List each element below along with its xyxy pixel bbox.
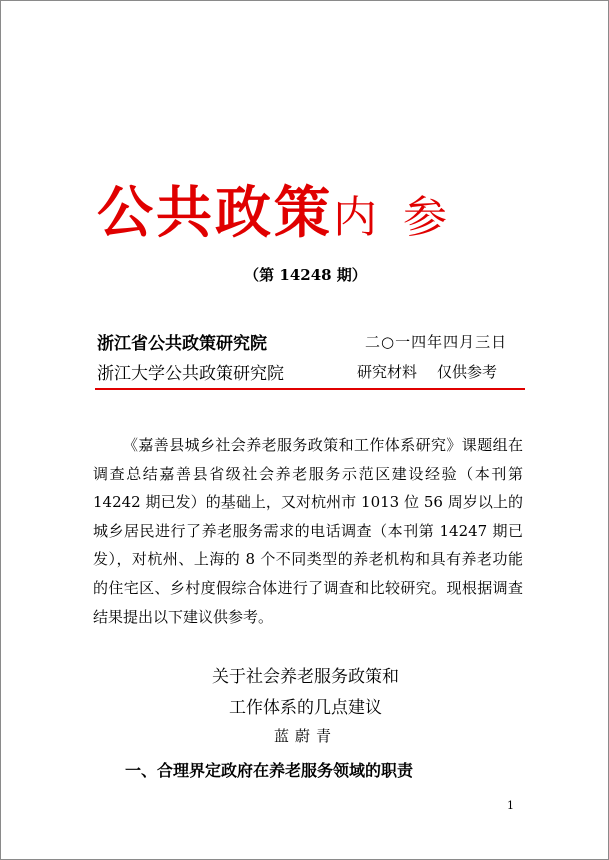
section-heading: 一、合理界定政府在养老服务领域的职责 [125, 761, 414, 780]
publisher-org-secondary: 浙江大学公共政策研究院 [97, 364, 284, 384]
masthead-title-bold: 公共政策 [97, 181, 333, 246]
article-title-line1: 关于社会养老服务政策和 [212, 667, 399, 687]
article-author: 蓝蔚青 [273, 727, 337, 745]
usage-note-research: 研究材料 [357, 363, 418, 381]
header-divider [95, 388, 525, 390]
article-title-line2: 工作体系的几点建议 [229, 698, 382, 718]
masthead-title [97, 169, 517, 249]
page-number: 1 [507, 799, 514, 812]
issue-number: （第 14248 期） [244, 266, 367, 284]
intro-paragraph: 《嘉善县城乡社会养老服务政策和工作体系研究》课题组在调查总结嘉善县省级社会养老服务示范区建设经验（本刊第 14242 期已发）的基础上，又对杭州市 1013 位 56 周岁以上的城乡居民进行了养老服务需求的电话调查（本刊第 14247 期已发），对杭州、上海的 8 个不同类型的养老机构和具有养老功能的住宅区、乡村度假综合体进行了调查和比较研究。现根据调查结果提出以下建议供参考。 [93, 436, 523, 626]
usage-note [357, 361, 497, 382]
publication-date: 二○一四年四月三日 [365, 333, 508, 351]
usage-note-reference: 仅供参考 [437, 363, 498, 381]
masthead-title-light: 内 参 [333, 192, 453, 243]
publisher-org-primary: 浙江省公共政策研究院 [97, 334, 267, 354]
